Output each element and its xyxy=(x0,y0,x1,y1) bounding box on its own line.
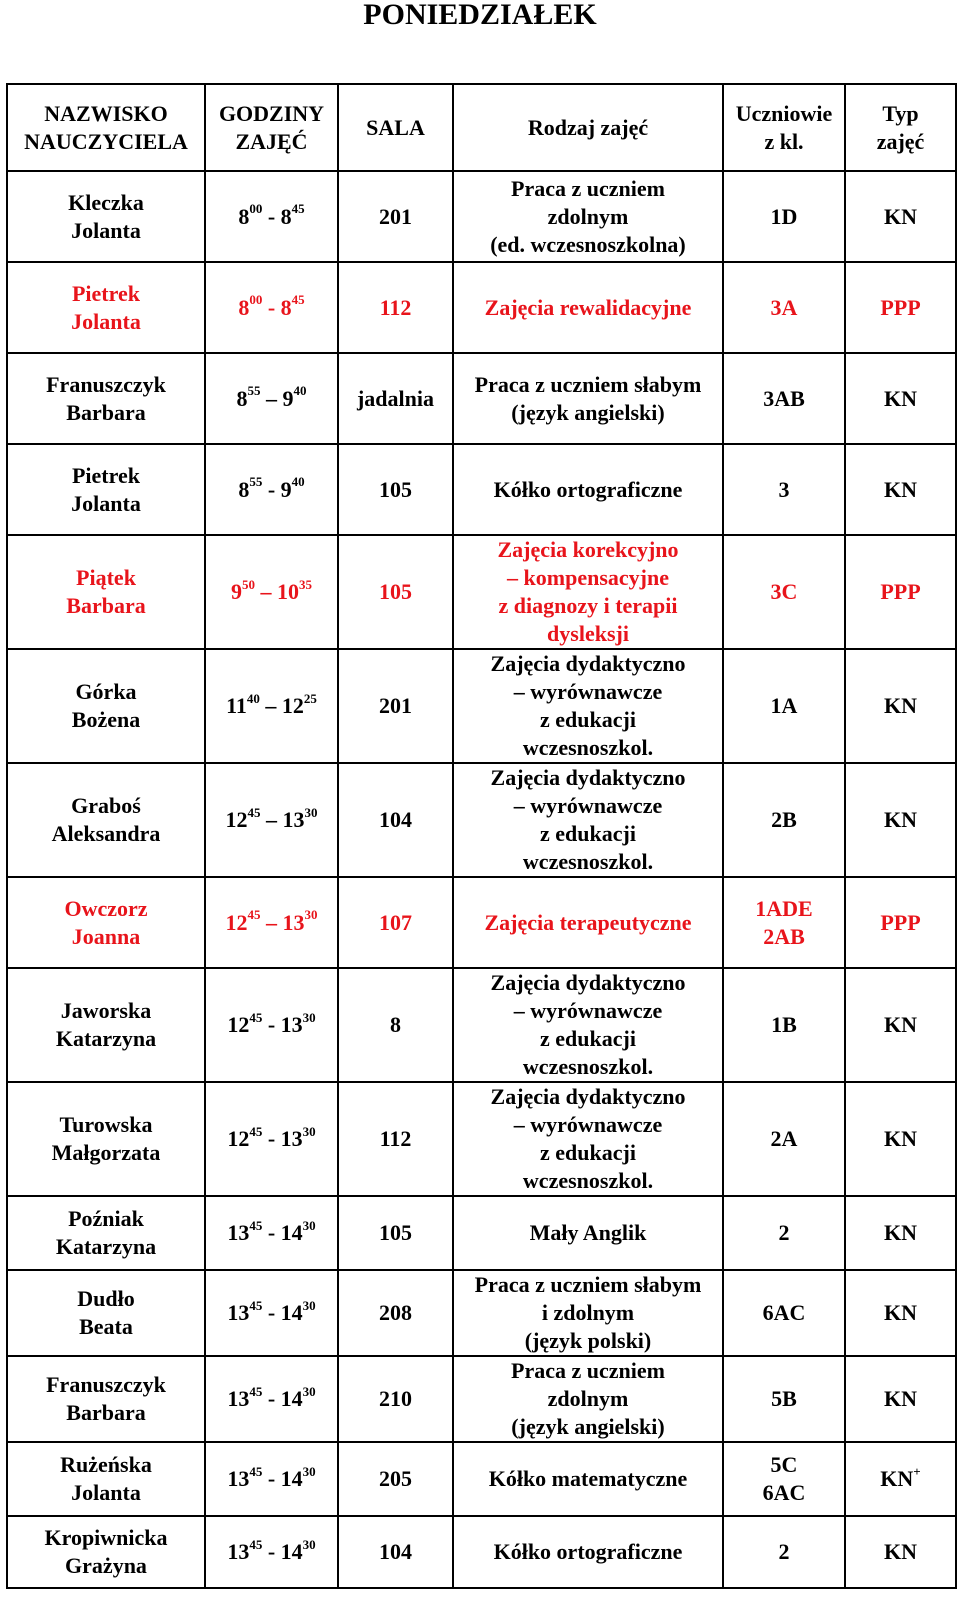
header-row xyxy=(7,84,956,171)
room: 104 xyxy=(338,1516,453,1588)
room: 105 xyxy=(338,444,453,535)
teacher-name: Owczorz Joanna xyxy=(7,877,205,968)
teacher-name: Franuszczyk Barbara xyxy=(7,353,205,444)
student-classes: 1B xyxy=(723,968,845,1082)
lesson-hours: $13^{45} - 14^{30}$ xyxy=(205,1442,338,1516)
lesson-kind: PPP xyxy=(845,262,956,353)
student-classes: 5B xyxy=(723,1356,845,1442)
lesson-kind: PPP xyxy=(845,535,956,649)
teacher-name: Turowska Małgorzata xyxy=(7,1082,205,1196)
lesson-hours: $13^{45} - 14^{30}$ xyxy=(205,1196,338,1270)
table-row xyxy=(7,262,956,353)
teacher-name: Kropiwnicka Grażyna xyxy=(7,1516,205,1588)
table-row xyxy=(7,1442,956,1516)
lesson-hours: $12^{45} - 13^{30}$ xyxy=(205,877,338,968)
lesson-kind: KN+ xyxy=(845,1442,956,1516)
lesson-hours: $8^{00} - 8^{45}$ xyxy=(205,262,338,353)
student-classes: 2 xyxy=(723,1516,845,1588)
activity-type: Zajęcia rewalidacyjne xyxy=(453,262,723,353)
lesson-kind: KN xyxy=(845,1196,956,1270)
student-classes: 3A xyxy=(723,262,845,353)
activity-type: Kółko ortograficzne xyxy=(453,1516,723,1588)
activity-type: Kółko ortograficzne xyxy=(453,444,723,535)
student-classes: 1A xyxy=(723,649,845,763)
room: 112 xyxy=(338,262,453,353)
lesson-hours: $9^{50} - 10^{35}$ xyxy=(205,535,338,649)
student-classes: 3AB xyxy=(723,353,845,444)
lesson-kind: KN xyxy=(845,763,956,877)
teacher-name: Graboś Aleksandra xyxy=(7,763,205,877)
teacher-name: Kleczka Jolanta xyxy=(7,171,205,262)
teacher-name: Dudło Beata xyxy=(7,1270,205,1356)
teacher-name: Pietrek Jolanta xyxy=(7,262,205,353)
table-row xyxy=(7,171,956,262)
table-row xyxy=(7,1270,956,1356)
room: 104 xyxy=(338,763,453,877)
lesson-kind: PPP xyxy=(845,877,956,968)
activity-type: Praca z uczniem słabym (język angielski) xyxy=(453,353,723,444)
student-classes: 5C 6AC xyxy=(723,1442,845,1516)
teacher-name: Poźniak Katarzyna xyxy=(7,1196,205,1270)
page-title: PONIEDZIAŁEK xyxy=(363,0,597,31)
lesson-hours: $12^{45} - 13^{30}$ xyxy=(205,1082,338,1196)
teacher-name: Jaworska Katarzyna xyxy=(7,968,205,1082)
activity-type: Zajęcia dydaktyczno – wyrównawcze z edukacji wczesnoszkol. xyxy=(453,1082,723,1196)
activity-type: Zajęcia dydaktyczno – wyrównawcze z edukacji wczesnoszkol. xyxy=(453,649,723,763)
student-classes: 2 xyxy=(723,1196,845,1270)
room: 8 xyxy=(338,968,453,1082)
schedule-body xyxy=(7,171,956,1588)
activity-type: Kółko matematyczne xyxy=(453,1442,723,1516)
table-row xyxy=(7,1516,956,1588)
lesson-hours: $11^{40} - 12^{25}$ xyxy=(205,649,338,763)
teacher-name: Pietrek Jolanta xyxy=(7,444,205,535)
table-row xyxy=(7,877,956,968)
student-classes: 1D xyxy=(723,171,845,262)
lesson-hours: $12^{45} - 13^{30}$ xyxy=(205,763,338,877)
lesson-kind: KN xyxy=(845,1356,956,1442)
teacher-name: Rużeńska Jolanta xyxy=(7,1442,205,1516)
table-row xyxy=(7,763,956,877)
room: 201 xyxy=(338,649,453,763)
lesson-kind: KN xyxy=(845,171,956,262)
header-students: Uczniowie z kl. xyxy=(723,84,845,171)
table-row xyxy=(7,1196,956,1270)
activity-type: Zajęcia terapeutyczne xyxy=(453,877,723,968)
lesson-kind: KN xyxy=(845,1516,956,1588)
room: 205 xyxy=(338,1442,453,1516)
lesson-hours: $8^{55} - 9^{40}$ xyxy=(205,353,338,444)
activity-type: Praca z uczniem zdolnym (język angielski) xyxy=(453,1356,723,1442)
teacher-name: Franuszczyk Barbara xyxy=(7,1356,205,1442)
lesson-kind: KN xyxy=(845,353,956,444)
lesson-hours: $13^{45} - 14^{30}$ xyxy=(205,1270,338,1356)
activity-type: Mały Anglik xyxy=(453,1196,723,1270)
room: 112 xyxy=(338,1082,453,1196)
student-classes: 3 xyxy=(723,444,845,535)
header-type: Typ zajęć xyxy=(845,84,956,171)
room: 105 xyxy=(338,535,453,649)
table-row xyxy=(7,535,956,649)
lesson-hours: $12^{45} - 13^{30}$ xyxy=(205,968,338,1082)
activity-type: Praca z uczniem słabym i zdolnym (język polski) xyxy=(453,1270,723,1356)
room: jadalnia xyxy=(338,353,453,444)
lesson-hours: $8^{00} - 8^{45}$ xyxy=(205,171,338,262)
lesson-kind: KN xyxy=(845,1270,956,1356)
header-room: SALA xyxy=(338,84,453,171)
table-row xyxy=(7,353,956,444)
activity-type: Zajęcia dydaktyczno – wyrównawcze z edukacji wczesnoszkol. xyxy=(453,968,723,1082)
lesson-hours: $13^{45} - 14^{30}$ xyxy=(205,1516,338,1588)
table-row xyxy=(7,649,956,763)
header-hours: GODZINY ZAJĘĆ xyxy=(205,84,338,171)
activity-type: Praca z uczniem zdolnym (ed. wczesnoszkolna) xyxy=(453,171,723,262)
student-classes: 2B xyxy=(723,763,845,877)
student-classes: 3C xyxy=(723,535,845,649)
room: 210 xyxy=(338,1356,453,1442)
activity-type: Zajęcia dydaktyczno – wyrównawcze z edukacji wczesnoszkol. xyxy=(453,763,723,877)
student-classes: 2A xyxy=(723,1082,845,1196)
lesson-kind: KN xyxy=(845,649,956,763)
header-teacher: NAZWISKO NAUCZYCIELA xyxy=(7,84,205,171)
schedule-table xyxy=(6,83,957,1589)
table-row xyxy=(7,1082,956,1196)
lesson-kind: KN xyxy=(845,1082,956,1196)
table-row xyxy=(7,1356,956,1442)
room: 105 xyxy=(338,1196,453,1270)
teacher-name: Górka Bożena xyxy=(7,649,205,763)
lesson-hours: $13^{45} - 14^{30}$ xyxy=(205,1356,338,1442)
lesson-kind: KN xyxy=(845,968,956,1082)
student-classes: 6AC xyxy=(723,1270,845,1356)
activity-type: Zajęcia korekcyjno – kompensacyjne z diagnozy i terapii dysleksji xyxy=(453,535,723,649)
table-row xyxy=(7,968,956,1082)
table-row xyxy=(7,444,956,535)
student-classes: 1ADE 2AB xyxy=(723,877,845,968)
lesson-kind: KN xyxy=(845,444,956,535)
room: 201 xyxy=(338,171,453,262)
room: 107 xyxy=(338,877,453,968)
lesson-hours: $8^{55} - 9^{40}$ xyxy=(205,444,338,535)
header-activity: Rodzaj zajęć xyxy=(453,84,723,171)
room: 208 xyxy=(338,1270,453,1356)
teacher-name: Piątek Barbara xyxy=(7,535,205,649)
